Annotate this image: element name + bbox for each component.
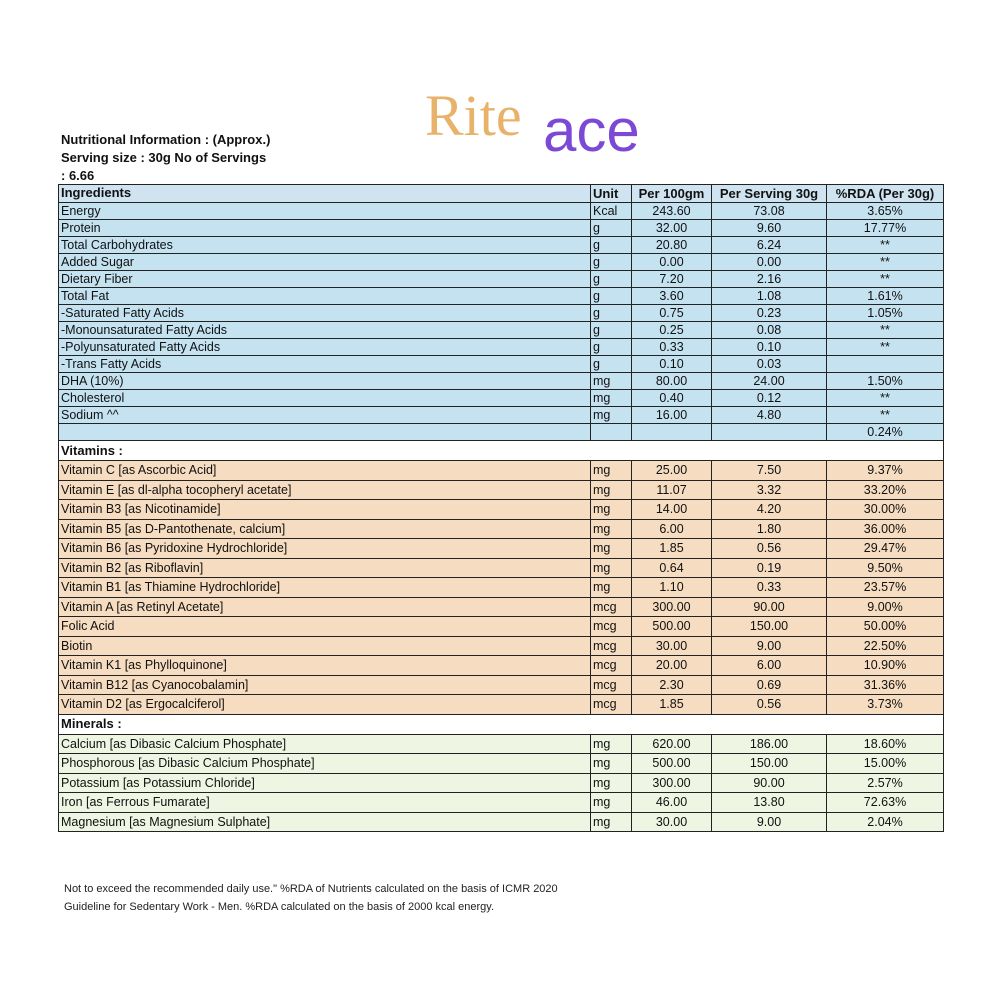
brand-logo — [425, 82, 685, 172]
cell-name: Iron [as Ferrous Fumarate] — [59, 793, 591, 813]
cell-per100: 0.64 — [632, 558, 712, 578]
cell-unit: mg — [591, 578, 632, 598]
vitamin-row — [59, 558, 944, 578]
cell-unit: mcg — [591, 675, 632, 695]
cell-per-serving: 0.08 — [712, 322, 827, 339]
nutrient-row — [59, 339, 944, 356]
cell-name: Vitamin B2 [as Riboflavin] — [59, 558, 591, 578]
cell-rda: 1.50% — [827, 373, 944, 390]
cell-name: Vitamin B1 [as Thiamine Hydrochloride] — [59, 578, 591, 598]
cell-name: Energy — [59, 203, 591, 220]
cell-name: -Polyunsaturated Fatty Acids — [59, 339, 591, 356]
cell-unit: mg — [591, 373, 632, 390]
cell-per-serving: 90.00 — [712, 773, 827, 793]
cell-rda: 23.57% — [827, 578, 944, 598]
vitamins-section-title-label: Vitamins : — [59, 441, 944, 461]
cell-name: Vitamin B12 [as Cyanocobalamin] — [59, 675, 591, 695]
cell-unit: mg — [591, 461, 632, 481]
cell-unit: mg — [591, 480, 632, 500]
vitamin-row — [59, 617, 944, 637]
cell-name: Total Fat — [59, 288, 591, 305]
nutrient-row — [59, 254, 944, 271]
cell-unit: mg — [591, 519, 632, 539]
cell-rda: 1.61% — [827, 288, 944, 305]
cell-per100: 25.00 — [632, 461, 712, 481]
cell-name: Vitamin C [as Ascorbic Acid] — [59, 461, 591, 481]
cell-unit: mg — [591, 558, 632, 578]
cell-per-serving: 4.80 — [712, 407, 827, 424]
cell-name: Added Sugar — [59, 254, 591, 271]
cell-rda: 33.20% — [827, 480, 944, 500]
cell-per100: 11.07 — [632, 480, 712, 500]
cell-rda: ** — [827, 407, 944, 424]
cell-name: Sodium ^^ — [59, 407, 591, 424]
cell-name: Vitamin A [as Retinyl Acetate] — [59, 597, 591, 617]
cell-rda: ** — [827, 237, 944, 254]
cell-unit: g — [591, 339, 632, 356]
cell-per100: 80.00 — [632, 373, 712, 390]
nutrient-row — [59, 220, 944, 237]
cell-name: Potassium [as Potassium Chloride] — [59, 773, 591, 793]
cell-unit: g — [591, 322, 632, 339]
cell-name — [59, 424, 591, 441]
table-header-row — [59, 185, 944, 203]
cell-name: DHA (10%) — [59, 373, 591, 390]
mineral-row — [59, 754, 944, 774]
cell-per100: 500.00 — [632, 754, 712, 774]
cell-name: Total Carbohydrates — [59, 237, 591, 254]
col-header-per-serving: Per Serving 30g — [712, 185, 827, 203]
cell-per-serving: 0.33 — [712, 578, 827, 598]
cell-unit — [591, 424, 632, 441]
cell-name: -Saturated Fatty Acids — [59, 305, 591, 322]
cell-per-serving: 9.60 — [712, 220, 827, 237]
cell-per100: 0.40 — [632, 390, 712, 407]
cell-name: Vitamin B6 [as Pyridoxine Hydrochloride] — [59, 539, 591, 559]
nutrient-row — [59, 203, 944, 220]
cell-per100: 620.00 — [632, 734, 712, 754]
cell-per-serving — [712, 424, 827, 441]
cell-name: Magnesium [as Magnesium Sulphate] — [59, 812, 591, 832]
vitamin-row — [59, 675, 944, 695]
cell-unit: mg — [591, 773, 632, 793]
cell-per-serving: 0.56 — [712, 695, 827, 715]
nutrient-row — [59, 407, 944, 424]
cell-per100: 500.00 — [632, 617, 712, 637]
cell-per100: 0.75 — [632, 305, 712, 322]
cell-name: Dietary Fiber — [59, 271, 591, 288]
cell-unit: mcg — [591, 636, 632, 656]
cell-per-serving: 2.16 — [712, 271, 827, 288]
cell-rda: 29.47% — [827, 539, 944, 559]
cell-rda: 0.24% — [827, 424, 944, 441]
cell-per100: 1.10 — [632, 578, 712, 598]
cell-name: Protein — [59, 220, 591, 237]
cell-name: Vitamin B3 [as Nicotinamide] — [59, 500, 591, 520]
mineral-row — [59, 773, 944, 793]
cell-rda: 9.37% — [827, 461, 944, 481]
nutrition-header-title: Nutritional Information : (Approx.) — [61, 132, 271, 147]
cell-rda: 36.00% — [827, 519, 944, 539]
cell-name: Folic Acid — [59, 617, 591, 637]
col-header-unit: Unit — [591, 185, 632, 203]
cell-rda: 18.60% — [827, 734, 944, 754]
minerals-section-title — [59, 714, 944, 734]
cell-per100: 0.33 — [632, 339, 712, 356]
mineral-row — [59, 793, 944, 813]
cell-unit: mg — [591, 500, 632, 520]
vitamin-row — [59, 461, 944, 481]
cell-unit: mcg — [591, 617, 632, 637]
cell-name: -Trans Fatty Acids — [59, 356, 591, 373]
nutrient-row — [59, 271, 944, 288]
cell-unit: mcg — [591, 695, 632, 715]
nutrient-row — [59, 322, 944, 339]
cell-per100: 1.85 — [632, 539, 712, 559]
vitamin-row — [59, 597, 944, 617]
cell-rda: ** — [827, 322, 944, 339]
cell-per100: 300.00 — [632, 773, 712, 793]
cell-per-serving: 1.08 — [712, 288, 827, 305]
vitamin-row — [59, 539, 944, 559]
cell-rda: 22.50% — [827, 636, 944, 656]
cell-unit: mg — [591, 734, 632, 754]
cell-rda: 17.77% — [827, 220, 944, 237]
cell-per-serving: 1.80 — [712, 519, 827, 539]
cell-unit: g — [591, 288, 632, 305]
cell-per100: 46.00 — [632, 793, 712, 813]
brand-logo-rite: Rite — [425, 83, 522, 148]
cell-unit: mg — [591, 390, 632, 407]
cell-per-serving: 73.08 — [712, 203, 827, 220]
cell-unit: g — [591, 254, 632, 271]
cell-unit: g — [591, 356, 632, 373]
cell-unit: Kcal — [591, 203, 632, 220]
nutrient-row — [59, 373, 944, 390]
minerals-section-title-label: Minerals : — [59, 714, 944, 734]
cell-per-serving: 9.00 — [712, 812, 827, 832]
vitamin-row — [59, 636, 944, 656]
cell-unit: g — [591, 237, 632, 254]
cell-rda: 15.00% — [827, 754, 944, 774]
cell-rda: 2.57% — [827, 773, 944, 793]
mineral-row — [59, 812, 944, 832]
cell-per-serving: 13.80 — [712, 793, 827, 813]
vitamin-row — [59, 480, 944, 500]
cell-rda: 50.00% — [827, 617, 944, 637]
cell-unit: mg — [591, 539, 632, 559]
cell-per100: 16.00 — [632, 407, 712, 424]
cell-per100: 7.20 — [632, 271, 712, 288]
cell-rda: 3.73% — [827, 695, 944, 715]
cell-unit: mg — [591, 812, 632, 832]
cell-per100 — [632, 424, 712, 441]
cell-rda: 10.90% — [827, 656, 944, 676]
cell-per-serving: 24.00 — [712, 373, 827, 390]
cell-per-serving: 7.50 — [712, 461, 827, 481]
cell-name: Vitamin K1 [as Phylloquinone] — [59, 656, 591, 676]
cell-name: Cholesterol — [59, 390, 591, 407]
nutrient-row — [59, 237, 944, 254]
cell-per-serving: 0.19 — [712, 558, 827, 578]
footnote-line-1: Not to exceed the recommended daily use." %RDA of Nutrients calculated on the basis of ICMR 2020 — [64, 883, 558, 895]
footnote — [64, 880, 664, 916]
cell-name: Phosphorous [as Dibasic Calcium Phosphate] — [59, 754, 591, 774]
cell-rda: 31.36% — [827, 675, 944, 695]
cell-per-serving: 3.32 — [712, 480, 827, 500]
cell-per-serving: 9.00 — [712, 636, 827, 656]
cell-rda: ** — [827, 254, 944, 271]
cell-per-serving: 4.20 — [712, 500, 827, 520]
col-header-rda: %RDA (Per 30g) — [827, 185, 944, 203]
footnote-line-2: Guideline for Sedentary Work - Men. %RDA calculated on the basis of 2000 kcal energy. — [64, 901, 495, 913]
vitamin-row — [59, 519, 944, 539]
cell-per-serving: 0.69 — [712, 675, 827, 695]
cell-name: Biotin — [59, 636, 591, 656]
cell-rda — [827, 356, 944, 373]
cell-rda: 9.00% — [827, 597, 944, 617]
cell-per100: 20.00 — [632, 656, 712, 676]
cell-per-serving: 0.23 — [712, 305, 827, 322]
cell-unit: mcg — [591, 656, 632, 676]
cell-unit: mcg — [591, 597, 632, 617]
cell-unit: mg — [591, 793, 632, 813]
cell-unit: mg — [591, 754, 632, 774]
cell-unit: g — [591, 271, 632, 288]
cell-name: Vitamin E [as dl-alpha tocopheryl acetate] — [59, 480, 591, 500]
cell-per100: 300.00 — [632, 597, 712, 617]
vitamin-row — [59, 656, 944, 676]
cell-per100: 0.10 — [632, 356, 712, 373]
cell-rda: 72.63% — [827, 793, 944, 813]
cell-per-serving: 150.00 — [712, 617, 827, 637]
cell-per100: 14.00 — [632, 500, 712, 520]
cell-name: Calcium [as Dibasic Calcium Phosphate] — [59, 734, 591, 754]
cell-per100: 30.00 — [632, 636, 712, 656]
nutrient-row — [59, 424, 944, 441]
cell-per-serving: 6.00 — [712, 656, 827, 676]
nutrient-row — [59, 288, 944, 305]
col-header-ingredients: Ingredients — [59, 185, 591, 203]
cell-per-serving: 186.00 — [712, 734, 827, 754]
cell-name: -Monounsaturated Fatty Acids — [59, 322, 591, 339]
cell-per100: 30.00 — [632, 812, 712, 832]
cell-per-serving: 0.10 — [712, 339, 827, 356]
mineral-row — [59, 734, 944, 754]
vitamin-row — [59, 578, 944, 598]
cell-rda: ** — [827, 390, 944, 407]
cell-per-serving: 6.24 — [712, 237, 827, 254]
cell-rda: 1.05% — [827, 305, 944, 322]
nutrient-row — [59, 305, 944, 322]
cell-per100: 6.00 — [632, 519, 712, 539]
cell-per100: 243.60 — [632, 203, 712, 220]
nutrient-row — [59, 356, 944, 373]
cell-per-serving: 0.56 — [712, 539, 827, 559]
cell-name: Vitamin D2 [as Ergocalciferol] — [59, 695, 591, 715]
brand-logo-ace: ace — [543, 97, 640, 164]
cell-per100: 20.80 — [632, 237, 712, 254]
cell-per100: 0.25 — [632, 322, 712, 339]
vitamin-row — [59, 500, 944, 520]
cell-unit: mg — [591, 407, 632, 424]
cell-unit: g — [591, 220, 632, 237]
col-header-per100: Per 100gm — [632, 185, 712, 203]
cell-name: Vitamin B5 [as D-Pantothenate, calcium] — [59, 519, 591, 539]
cell-rda: ** — [827, 271, 944, 288]
nutrition-table — [58, 184, 944, 832]
nutrient-row — [59, 390, 944, 407]
cell-per-serving: 0.12 — [712, 390, 827, 407]
cell-per100: 3.60 — [632, 288, 712, 305]
cell-per100: 1.85 — [632, 695, 712, 715]
cell-rda: 9.50% — [827, 558, 944, 578]
vitamins-section-title — [59, 441, 944, 461]
cell-per100: 32.00 — [632, 220, 712, 237]
nutrition-header — [61, 131, 321, 185]
cell-per100: 0.00 — [632, 254, 712, 271]
cell-rda: 3.65% — [827, 203, 944, 220]
cell-per100: 2.30 — [632, 675, 712, 695]
cell-rda: 30.00% — [827, 500, 944, 520]
serving-size: Serving size : 30g No of Servings — [61, 150, 267, 165]
cell-per-serving: 150.00 — [712, 754, 827, 774]
servings-count: : 6.66 — [61, 168, 95, 183]
cell-unit: g — [591, 305, 632, 322]
cell-per-serving: 90.00 — [712, 597, 827, 617]
cell-rda: ** — [827, 339, 944, 356]
cell-per-serving: 0.03 — [712, 356, 827, 373]
vitamin-row — [59, 695, 944, 715]
cell-per-serving: 0.00 — [712, 254, 827, 271]
cell-rda: 2.04% — [827, 812, 944, 832]
